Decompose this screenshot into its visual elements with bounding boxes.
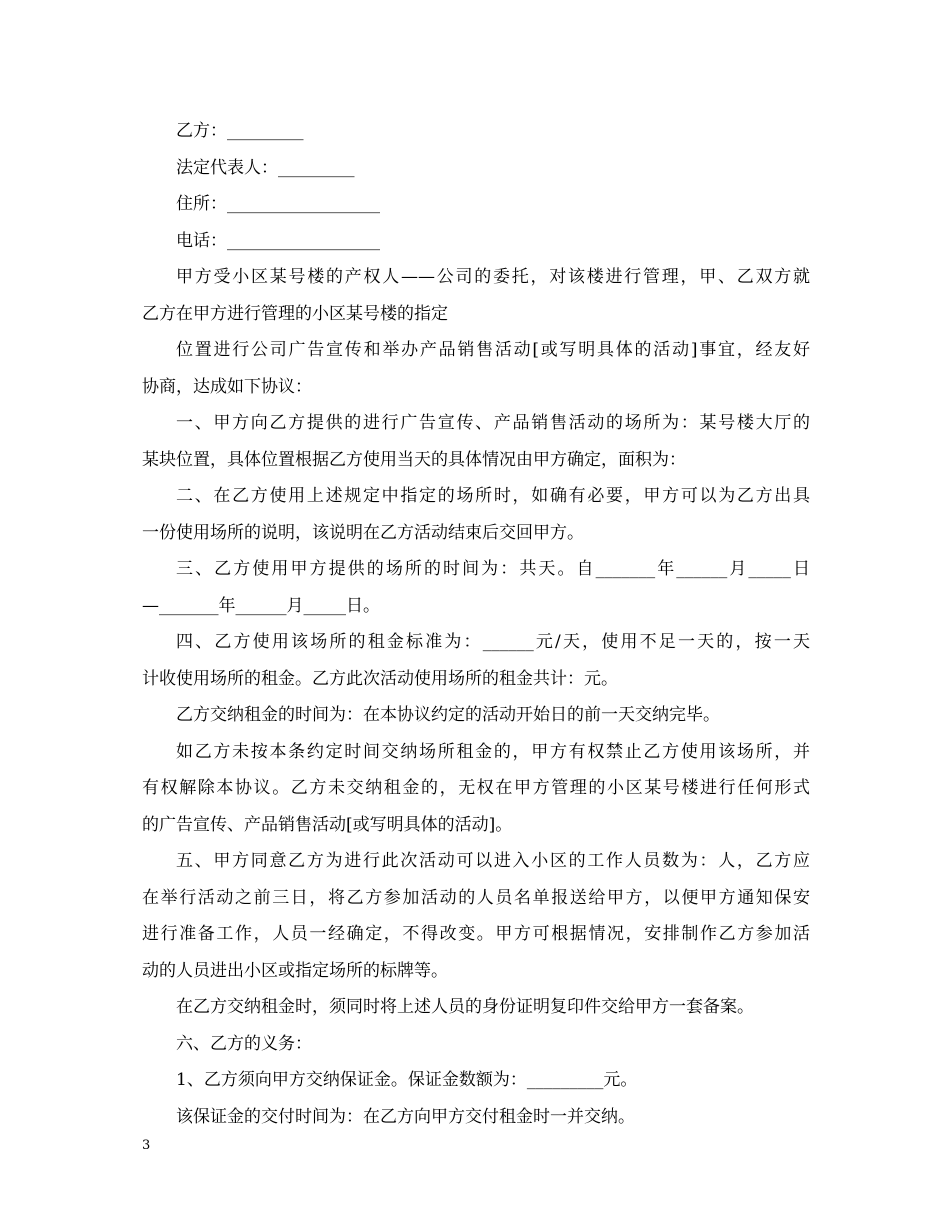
text-line: 四、乙方使用该场所的租金标准为：______元/天，使用不足一天的，按一天	[176, 632, 810, 652]
text-line: 协商，达成如下协议：	[142, 376, 312, 397]
text-line: 一、甲方向乙方提供的进行广告宣传、产品销售活动的场所为：某号楼大厅的	[176, 413, 810, 433]
text-line: 某块位置，具体位置根据乙方使用当天的具体情况由甲方确定，面积为：	[142, 449, 686, 470]
text-line: 法定代表人：_________	[176, 157, 355, 178]
text-line: 如乙方未按本条约定时间交纳场所租金的，甲方有权禁止乙方使用该场所，并	[176, 741, 810, 762]
text-line: 乙方：_________	[176, 121, 304, 141]
text-line: 的广告宣传、产品销售活动[或写明具体的活动]。	[142, 814, 513, 835]
text-line: 电话：__________________	[176, 230, 380, 251]
text-line: 在举行活动之前三日，将乙方参加活动的人员名单报送给甲方，以便甲方通知保安	[142, 887, 810, 908]
text-line: 在乙方交纳租金时，须同时将上述人员的身份证明复印件交给甲方一套备案。	[176, 997, 754, 1017]
text-line: 五、甲方同意乙方为进行此次活动可以进入小区的工作人员数为：人，乙方应	[176, 851, 810, 871]
text-line: 甲方受小区某号楼的产权人——公司的委托，对该楼进行管理，甲、乙双方就	[176, 267, 810, 287]
text-line: 三、乙方使用甲方提供的场所的时间为：共天。自_______年______月_____日	[176, 559, 810, 579]
text-line: 进行准备工作，人员一经确定，不得改变。甲方可根据情况，安排制作乙方参加活	[142, 924, 810, 944]
page-number: 3	[142, 1138, 151, 1153]
text-line: 住所：__________________	[176, 194, 380, 214]
text-line: 计收使用场所的租金。乙方此次活动使用场所的租金共计：元。	[142, 668, 618, 689]
text-line: 二、在乙方使用上述规定中指定的场所时，如确有必要，甲方可以为乙方出具	[176, 486, 810, 506]
document-body	[142, 113, 810, 1135]
text-line: 一份使用场所的说明，该说明在乙方活动结束后交回甲方。	[142, 522, 584, 543]
text-line: 该保证金的交付时间为：在乙方向甲方交付租金时一并交纳。	[176, 1106, 635, 1127]
text-line: 乙方在甲方进行管理的小区某号楼的指定	[142, 303, 448, 324]
text-line: 1、乙方须向甲方交纳保证金。保证金数额为：_________元。	[176, 1070, 638, 1090]
text-line: 有权解除本协议。乙方未交纳租金的，无权在甲方管理的小区某号楼进行任何形式	[142, 778, 810, 798]
text-line: 乙方交纳租金的时间为：在本协议约定的活动开始日的前一天交纳完毕。	[176, 705, 720, 725]
text-line: —_______年______月_____日。	[142, 595, 380, 616]
text-line: 动的人员进出小区或指定场所的标牌等。	[142, 960, 448, 981]
text-line: 位置进行公司广告宣传和举办产品销售活动[或写明具体的活动]事宜，经友好	[176, 340, 810, 360]
text-line: 六、乙方的义务：	[176, 1033, 312, 1054]
